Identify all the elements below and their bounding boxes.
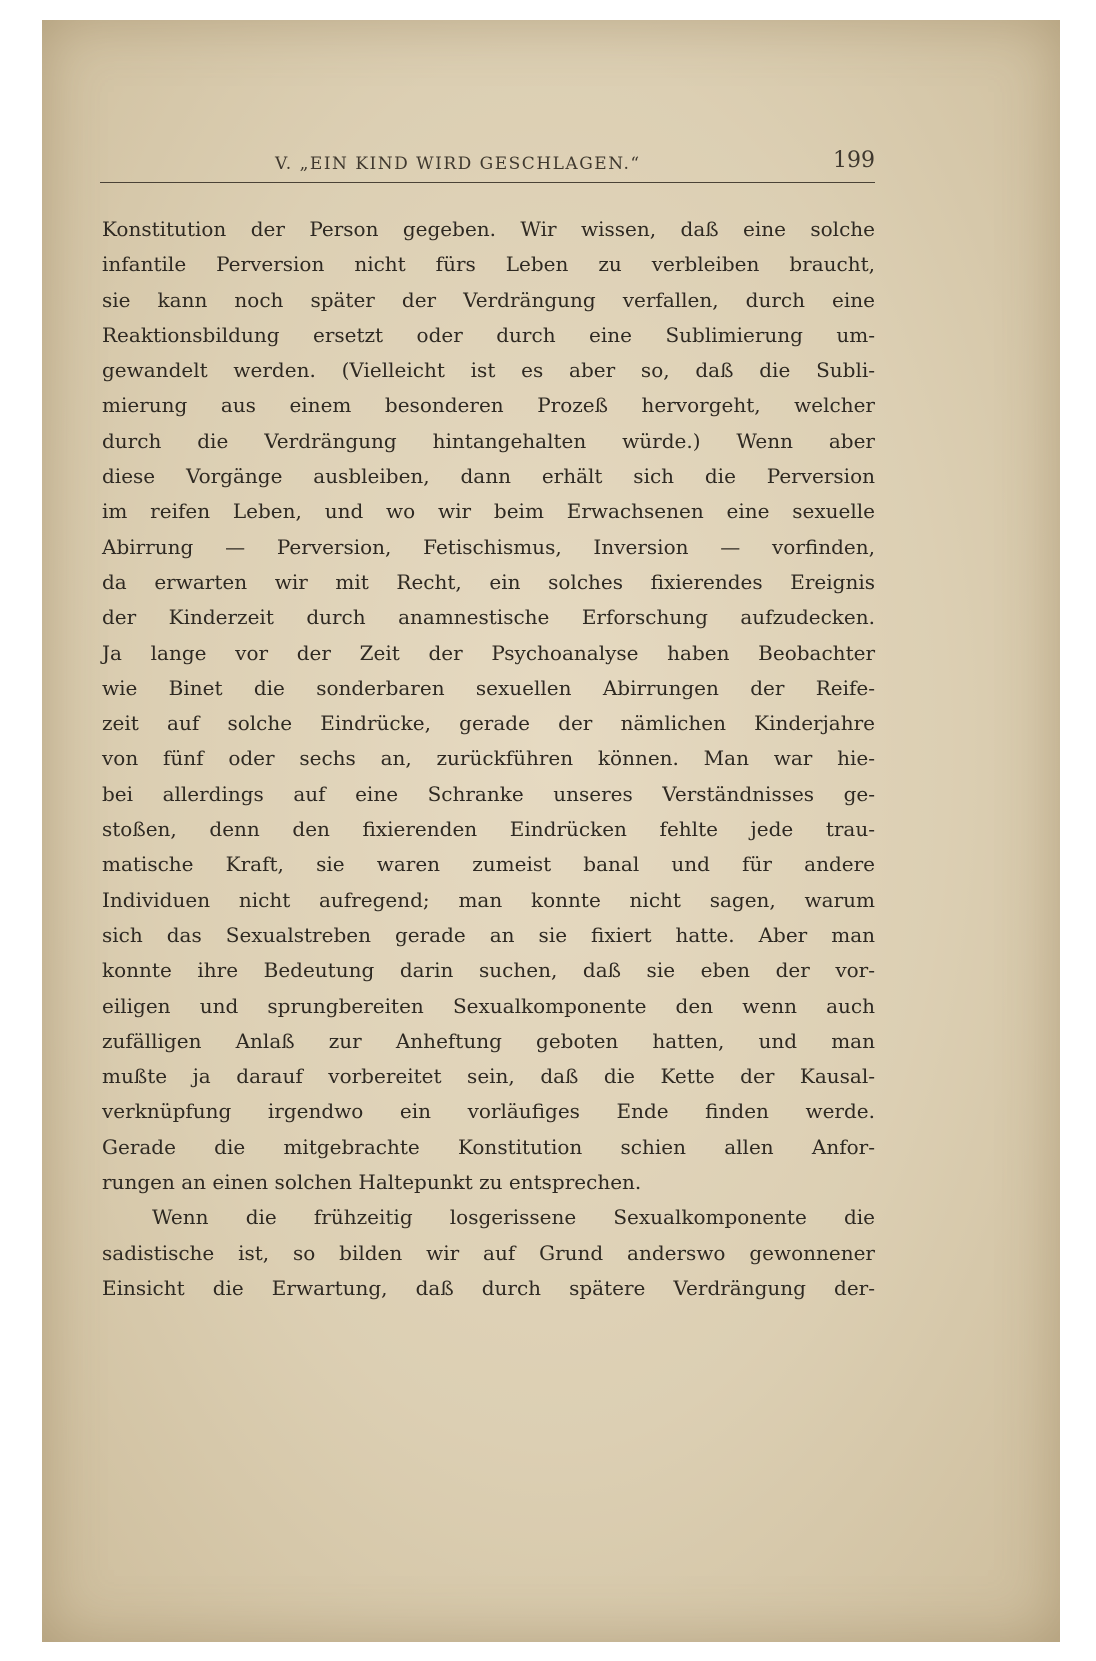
text-line: von fünf oder sechs an, zurückführen können. Man war hie- [102, 746, 875, 771]
text-line: mußte ja darauf vorbereitet sein, daß die Kette der Kausal- [102, 1064, 875, 1089]
text-line: matische Kraft, sie waren zumeist banal und für andere [102, 852, 875, 877]
text-line: Gerade die mitgebrachte Konstitution schien allen Anfor- [102, 1134, 875, 1159]
text-line: Reaktionsbildung ersetzt oder durch eine Sublimierung um- [102, 322, 875, 347]
text-line: infantile Perversion nicht fürs Leben zu verbleiben braucht, [102, 252, 875, 277]
text-line: wie Binet die sonderbaren sexuellen Abirrungen der Reife- [102, 675, 875, 700]
text-line: mierung aus einem besonderen Prozeß hervorgeht, welcher [102, 393, 875, 418]
paragraph [102, 212, 875, 1200]
text-line: zufälligen Anlaß zur Anheftung geboten hatten, und man [102, 1028, 875, 1053]
page-number: 199 [833, 148, 875, 173]
text-line: da erwarten wir mit Recht, ein solches fixierendes Ereignis [102, 569, 875, 594]
text-line: verknüpfung irgendwo ein vorläufiges Ende finden werde. [102, 1099, 875, 1124]
text-line: Individuen nicht aufregend; man konnte nicht sagen, warum [102, 887, 875, 912]
text-line: Konstitution der Person gegeben. Wir wissen, daß eine solche [102, 217, 875, 241]
text-line: sadistische ist, so bilden wir auf Grund anderswo gewonnener [102, 1240, 875, 1265]
text-line: bei allerdings auf eine Schranke unseres Verständnisses ge- [102, 781, 875, 806]
text-line: durch die Verdrängung hintangehalten würde.) Wenn aber [102, 428, 875, 453]
body-text [102, 212, 875, 1306]
paragraph [102, 1200, 875, 1306]
text-line: der Kinderzeit durch anamnestische Erforschung aufzudecken. [102, 605, 875, 630]
text-line: Ja lange vor der Zeit der Psychoanalyse haben Beobachter [102, 640, 875, 665]
text-line: rungen an einen solchen Haltepunkt zu entsprechen. [102, 1170, 642, 1195]
text-line: stoßen, denn den fixierenden Eindrücken fehlte jede trau- [102, 817, 875, 842]
text-line: diese Vorgänge ausbleiben, dann erhält sich die Perversion [102, 464, 875, 489]
text-line: konnte ihre Bedeutung darin suchen, daß sie eben der vor- [102, 958, 875, 983]
running-header [100, 140, 875, 183]
text-line: gewandelt werden. (Vielleicht ist es aber so, daß die Subli- [102, 358, 875, 383]
text-line: Einsicht die Erwartung, daß durch spätere Verdrängung der- [102, 1275, 875, 1300]
text-line: sie kann noch später der Verdrängung verfallen, durch eine [102, 287, 875, 312]
text-line: sich das Sexualstreben gerade an sie fixiert hatte. Aber man [102, 922, 875, 947]
text-line: Wenn die frühzeitig losgerissene Sexualkomponente die [152, 1205, 875, 1230]
text-line: zeit auf solche Eindrücke, gerade der nämlichen Kinderjahre [102, 711, 875, 736]
text-line: im reifen Leben, und wo wir beim Erwachsenen eine sexuelle [102, 499, 875, 524]
text-line: Abirrung — Perversion, Fetischismus, Inversion — vorfinden, [102, 534, 875, 559]
running-title: V. „EIN KIND WIRD GESCHLAGEN.“ [275, 154, 641, 174]
text-line: eiligen und sprungbereiten Sexualkomponente den wenn auch [102, 993, 875, 1018]
